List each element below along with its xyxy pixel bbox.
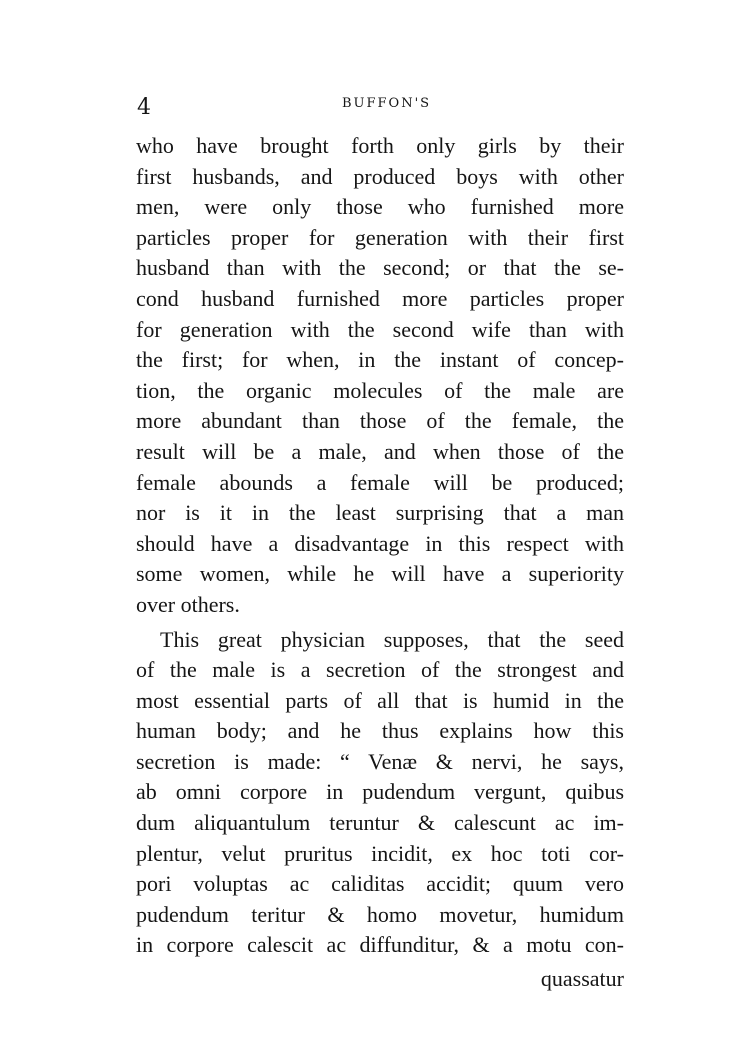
text-line: of the male is a secretion of the strongest and <box>136 657 624 683</box>
text-line: men, were only those who furnished more <box>136 194 624 220</box>
text-line: dum aliquantulum teruntur & calescunt ac im- <box>136 810 624 836</box>
text-line: This great physician supposes, that the seed <box>160 626 624 652</box>
text-line: over others. <box>136 591 240 617</box>
text-line: the first; for when, in the instant of concep- <box>136 347 624 373</box>
text-line: first husbands, and produced boys with other <box>136 163 624 189</box>
text-line: particles proper for generation with their first <box>136 224 624 250</box>
text-line: should have a disadvantage in this respect with <box>136 530 624 556</box>
catchword: quassatur <box>540 966 624 991</box>
text-line: tion, the organic molecules of the male are <box>136 377 624 403</box>
text-line: some women, while he will have a superiority <box>136 561 624 587</box>
text-line: pori voluptas ac caliditas accidit; quum vero <box>136 871 624 897</box>
page-number: 4 <box>137 95 151 120</box>
text-line: who have brought forth only girls by their <box>136 133 624 158</box>
text-line: more abundant than those of the female, the <box>136 408 624 434</box>
text-line: in corpore calescit ac diffunditur, & a motu con- <box>136 932 624 958</box>
text-line: result will be a male, and when those of the <box>136 438 624 464</box>
paragraph-1 <box>136 131 624 621</box>
text-line: human body; and he thus explains how this <box>136 718 624 744</box>
text-line: cond husband furnished more particles proper <box>136 285 624 311</box>
text-line: secretion is made: “ Venæ & nervi, he says, <box>136 748 624 774</box>
text-line: for generation with the second wife than with <box>136 316 624 342</box>
text-line: most essential parts of all that is humid in the <box>136 687 624 713</box>
running-head: BUFFON'S <box>342 96 432 111</box>
text-line: female abounds a female will be produced; <box>136 469 624 495</box>
text-line: pudendum teritur & homo movetur, humidum <box>136 901 624 927</box>
text-line: ab omni corpore in pudendum vergunt, quibus <box>136 779 624 805</box>
paragraph-2 <box>136 625 624 962</box>
text-line: husband than with the second; or that the se- <box>136 255 624 281</box>
text-line: plentur, velut pruritus incidit, ex hoc toti cor- <box>136 840 624 866</box>
text-line: nor is it in the least surprising that a man <box>136 500 624 526</box>
body-text <box>136 131 624 961</box>
